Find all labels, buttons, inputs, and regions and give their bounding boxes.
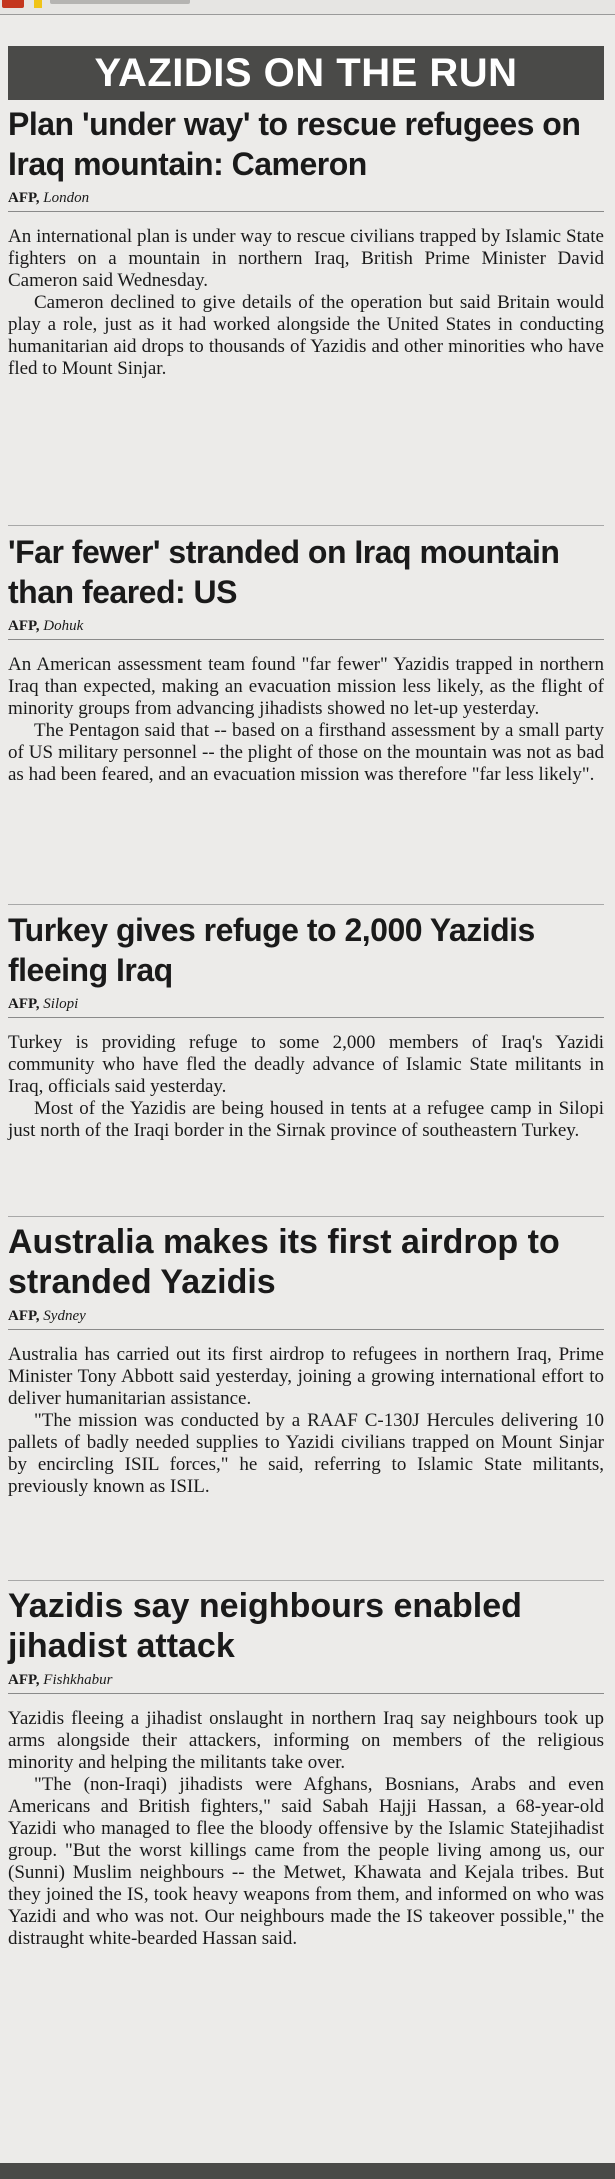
story-body — [8, 1344, 604, 1498]
story-australia-airdrop — [8, 1222, 604, 1498]
story-dateline — [8, 1670, 604, 1694]
story-turkey-refuge — [8, 910, 604, 1142]
story-headline: Turkey gives refuge to 2,000 Yazidis fleeing Iraq — [8, 912, 535, 988]
story-paragraph: Most of the Yazidis are being housed in tents at a refugee camp in Silopi just north of the Iraqi border in the Sirnak province of southeastern Turkey. — [8, 1098, 604, 1141]
story-divider — [8, 1580, 604, 1581]
dateline-place: Silopi — [43, 996, 79, 1012]
story-paragraph: An international plan is under way to rescue civilians trapped by Islamic State fighters on a mountain in northern Iraq, British Prime Minister David Cameron said Wednesday. — [8, 226, 604, 291]
story-body — [8, 1708, 604, 1950]
story-dateline — [8, 1306, 604, 1330]
story-paragraph: Yazidis fleeing a jihadist onslaught in northern Iraq say neighbours took up arms alongside their attackers, informing on members of the religious minority and helping the militants take over. — [8, 1708, 604, 1773]
story-paragraph: The Pentagon said that -- based on a firsthand assessment by a small party of US military personnel -- the plight of those on the mountain was not as bad as had been feared, and an evacuation mission was therefore "far less likely". — [8, 720, 604, 785]
story-dateline — [8, 616, 604, 640]
page-footer-bar — [0, 2163, 615, 2179]
story-divider — [8, 525, 604, 526]
story-paragraph: "The (non-Iraqi) jihadists were Afghans, Bosnians, Arabs and even Americans and British fighters," said Sabah Hajji Hassan, a 68-year-old Yazidi who managed to flee the bloody offensive by the Islamic Statejihadist group. "But the worst killings came from the people living among us, our (Sunni) Muslim neighbours -- the Metwet, Khawata and Kejala tribes. But they joined the IS, took heavy weapons from them, and informed on who was Yazidi and who was not. Our neighbours made the IS takeover possible," the distraught white-bearded Hassan said. — [8, 1774, 604, 1949]
page-header-strip — [0, 0, 615, 15]
dateline-agency: AFP, — [8, 618, 40, 634]
story-divider — [8, 904, 604, 905]
story-far-fewer-stranded — [8, 532, 604, 786]
dateline-agency: AFP, — [8, 1308, 40, 1324]
dateline-agency: AFP, — [8, 1672, 40, 1688]
story-dateline — [8, 188, 604, 212]
story-cameron-rescue-plan — [8, 104, 604, 380]
story-neighbours-enabled-attack — [8, 1586, 604, 1950]
section-marker — [34, 0, 42, 8]
story-headline: Plan 'under way' to rescue refugees on Iraq mountain: Cameron — [8, 106, 581, 182]
section-label-strip — [50, 0, 190, 4]
story-dateline — [8, 994, 604, 1018]
story-divider — [8, 1216, 604, 1217]
story-body — [8, 226, 604, 380]
story-paragraph: Turkey is providing refuge to some 2,000 members of Iraq's Yazidi community who have fled the deadly advance of Islamic State militants in Iraq, officials said yesterday. — [8, 1032, 604, 1097]
story-paragraph: An American assessment team found "far fewer" Yazidis trapped in northern Iraq than expected, making an evacuation mission less likely, as the flight of minority groups from advancing jihadists showed no let-up yesterday. — [8, 654, 604, 719]
story-headline: Yazidis say neighbours enabled jihadist attack — [8, 1587, 522, 1665]
story-paragraph: Cameron declined to give details of the operation but said Britain would play a role, just as it had worked alongside the United States in conducting humanitarian aid drops to thousands of Yazidis and other minorities who have fled to Mount Sinjar. — [8, 292, 604, 379]
dateline-agency: AFP, — [8, 190, 40, 206]
story-body — [8, 654, 604, 786]
story-headline: Australia makes its first airdrop to stranded Yazidis — [8, 1223, 560, 1301]
dateline-place: Sydney — [43, 1308, 86, 1324]
dateline-place: London — [43, 190, 90, 206]
dateline-place: Fishkhabur — [43, 1672, 113, 1688]
story-paragraph: Australia has carried out its first airdrop to refugees in northern Iraq, Prime Minister Tony Abbott said yesterday, joining a growing international effort to deliver humanitarian assistance. — [8, 1344, 604, 1409]
story-headline: 'Far fewer' stranded on Iraq mountain than feared: US — [8, 534, 560, 610]
dateline-place: Dohuk — [43, 618, 84, 634]
section-banner — [8, 46, 604, 100]
page-number-badge — [2, 0, 24, 8]
story-paragraph: "The mission was conducted by a RAAF C-130J Hercules delivering 10 pallets of badly needed supplies to Yazidi civilians trapped on Mount Sinjar by encircling ISIL forces," he said, referring to Islamic State militants, previously known as ISIL. — [8, 1410, 604, 1497]
dateline-agency: AFP, — [8, 996, 40, 1012]
story-body — [8, 1032, 604, 1142]
banner-title: YAZIDIS ON THE RUN — [94, 50, 518, 95]
